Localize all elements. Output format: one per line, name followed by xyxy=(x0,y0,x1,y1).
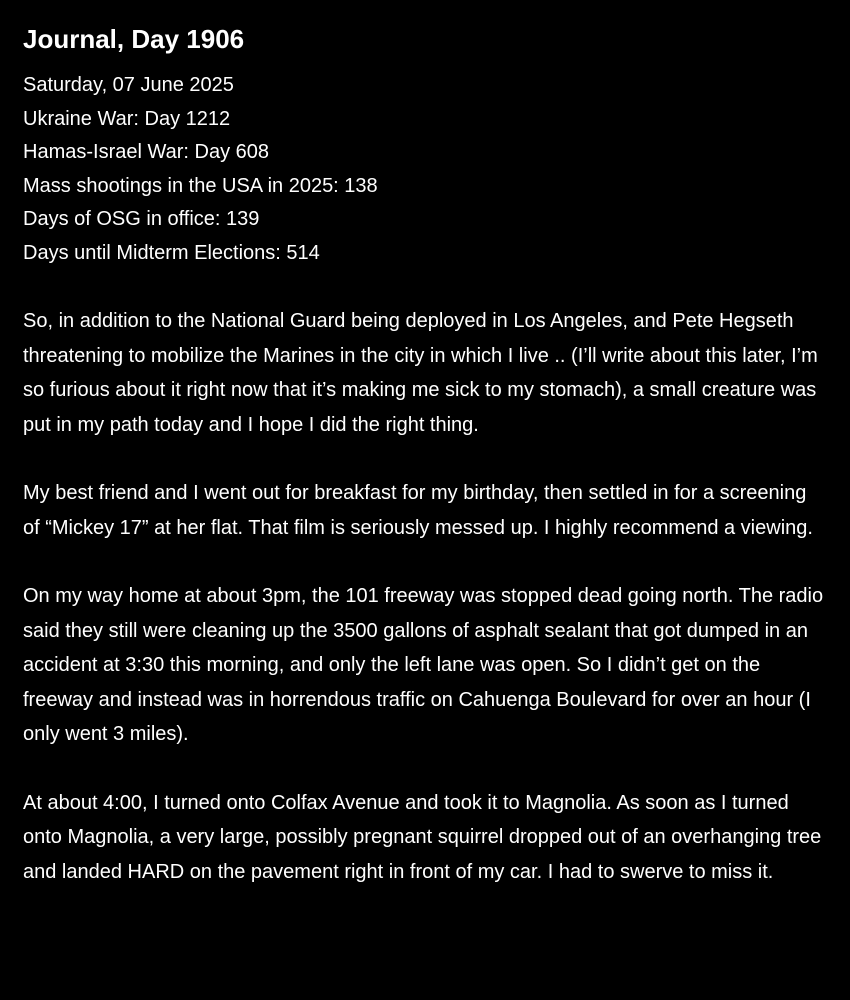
stat-date: Saturday, 07 June 2025 xyxy=(23,74,234,96)
stat-hamas-israel-war: Hamas-Israel War: Day 608 xyxy=(23,141,269,163)
stat-days-until-midterms: Days until Midterm Elections: 514 xyxy=(23,241,320,264)
paragraph-traffic: On my way home at about 3pm, the 101 freeway was stopped dead going north. The radio said they still were cleaning up the 3500 gallons of asphalt sealant that got dumped in an accident at 3:30 this morning, and only the left lane was open. So I didn’t get on the freeway and instead was in horrendous traffic on Cahuenga Boulevard for over an hour (I only went 3 miles). xyxy=(23,585,824,745)
paragraph-intro: So, in addition to the National Guard being deployed in Los Angeles, and Pete Hegseth threatening to mobilize the Marines in the city in which I live .. (I’ll write about this later, I’m so furious about it right now that it’s making me sick to my stomach), a small creature was put in my path today and I hope I did the right thing. xyxy=(23,310,818,436)
stat-mass-shootings: Mass shootings in the USA in 2025: 138 xyxy=(23,174,378,197)
journal-title: Journal, Day 1906 xyxy=(23,24,245,54)
paragraph-birthday: My best friend and I went out for breakfast for my birthday, then settled in for a screening of “Mickey 17” at her flat. That film is seriously messed up. I highly recommend a viewing. xyxy=(23,482,813,539)
stat-days-in-office: Days of OSG in office: 139 xyxy=(23,208,260,230)
paragraph-squirrel: At about 4:00, I turned onto Colfax Avenue and took it to Magnolia. As soon as I turned onto Magnolia, a very large, possibly pregnant squirrel dropped out of an overhanging tree and landed HARD on the pavement right in front of my car. I had to swerve to miss it. xyxy=(23,791,822,883)
stat-ukraine-war: Ukraine War: Day 1212 xyxy=(23,107,231,130)
stats-list xyxy=(23,69,828,270)
